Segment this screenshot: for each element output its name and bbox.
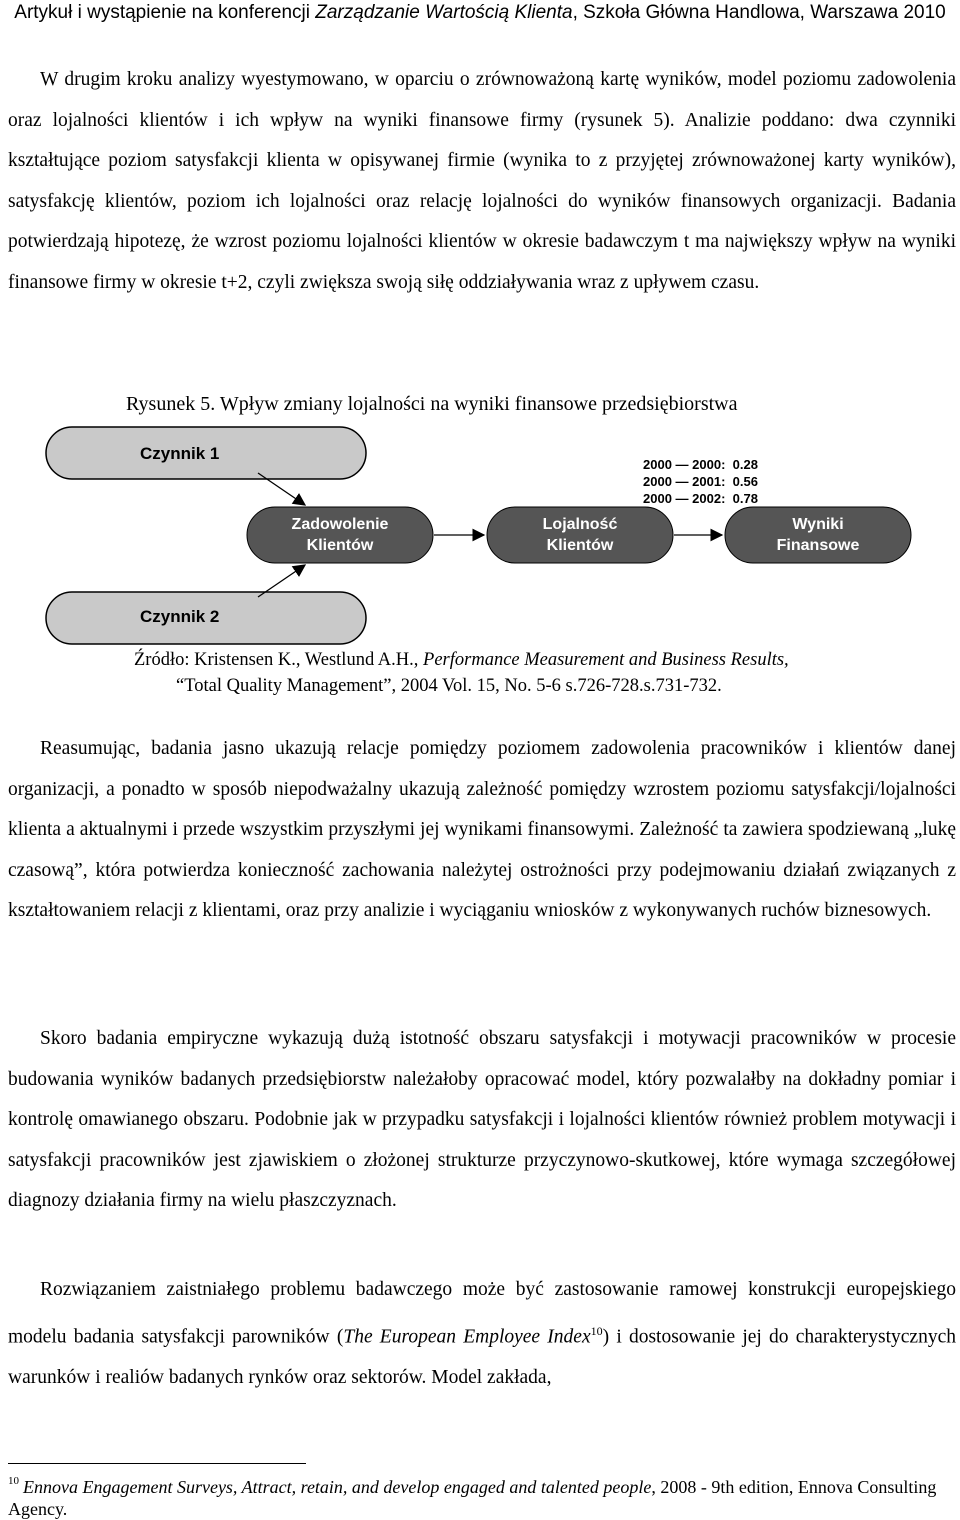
financial-results-label-line1: Wyniki (792, 516, 844, 533)
figure-source-line2: “Total Quality Management”, 2004 Vol. 15, No. 5-6 s.726-728.s.731-732. (176, 676, 722, 696)
loyalty-label-line1: Lojalność (542, 516, 618, 533)
loyalty-diagram (0, 420, 960, 648)
footnote-separator (8, 1463, 306, 1464)
header-suffix: , Szkoła Główna Handlowa, Warszawa 2010 (572, 2, 946, 23)
footnote-rest: , 2008 - 9th edition, Ennova Consulting Agency. (8, 1477, 937, 1519)
source-label: Źródło (134, 650, 185, 670)
source-title: Performance Measurement and Business Results, (423, 650, 789, 670)
factor2-label: Czynnik 2 (140, 607, 220, 626)
coefficient-2002: 2000 — 2002: 0.78 (643, 491, 758, 506)
coefficient-2000: 2000 — 2000: 0.28 (643, 457, 758, 472)
p4-text-before: Rozwiązaniem zaistniałego problemu badawczego może być zastosowanie ramowej konstrukcji europejskiego modelu badania satysfakcji parowników ( (8, 1279, 956, 1348)
footnote-number: 10 (8, 1475, 19, 1487)
financial-results-label-line2: Finansowe (776, 537, 860, 554)
header-conference-name: Zarządzanie Wartością Klienta (315, 2, 573, 23)
paragraph-analysis: W drugim kroku analizy wyestymowano, w oparciu o zrównoważoną kartę wyników, model poziomu zadowolenia oraz lojalności klientów i ich wpływ na wyniki finansowe firmy (rysunek 5). Analizie poddano: dwa czynniki kształtujące poziom satysfakcji klienta w opisywanej firmie (wynika to z przyjętej zrównoważonej karty wyników), satysfakcję klientów, poziom ich lojalności oraz relację lojalności do wyników finansowych organizacji. Badania potwierdzają hipotezę, że wzrost poziomu lojalności klientów w okresie badawczym t ma największy wpływ na wyniki finansowe firmy w okresie t+2, czyli zwiększa swoją siłę oddziaływania wraz z upływem czasu. (8, 69, 956, 293)
paragraph-employee-satisfaction: Skoro badania empiryczne wykazują dużą istotność obszaru satysfakcji i motywacji pracowników w procesie budowania wyników badanych przedsiębiorstw należałoby opracować model, który pozwalałby na dokładny pomiar i kontrolę omawianego obszaru. Podobnie jak w przypadku satysfakcji i lojalności klientów również problem motywacji i satysfakcji pracowników jest zjawiskiem o złożonej strukturze przyczynowo-skutkowej, które wymaga szczegółowej diagnozy działania firmy na wielu płaszczyznach. (8, 1028, 956, 1212)
factor1-label: Czynnik 1 (140, 444, 220, 463)
paragraph-european-index (8, 1270, 956, 1398)
p4-text-after: ) i dostosowanie jej do charakterystycznych warunków i realiów badanych rynków oraz sektorów. Model zakłada, (8, 1326, 956, 1388)
satisfaction-label-line1: Zadowolenie (291, 516, 389, 533)
p4-index-name: The European Employee Index (343, 1326, 591, 1348)
satisfaction-label-line2: Klientów (306, 537, 374, 554)
figure-caption: Rysunek 5. Wpływ zmiany lojalności na wyniki finansowe przedsiębiorstwa (126, 393, 738, 415)
footnote-title: Ennova Engagement Surveys, Attract, retain, and develop engaged and talented people (23, 1477, 652, 1497)
coefficient-2001: 2000 — 2001: 0.56 (643, 474, 758, 489)
footnote-reference[interactable]: 10 (590, 1323, 603, 1338)
loyalty-label-line2: Klientów (546, 537, 614, 554)
header-prefix: Artykuł i wystąpienie na konferencji (14, 2, 316, 23)
footnote-10 (8, 1472, 956, 1520)
source-authors: : Kristensen K., Westlund A.H., (184, 650, 424, 670)
figure-source-line1 (134, 648, 789, 672)
paragraph-summary: Reasumując, badania jasno ukazują relacje pomiędzy poziomem zadowolenia pracowników i klientów danej organizacji, a ponadto w sposób niepodważalny ukazują zależność pomiędzy wzrostem poziomu satysfakcji/lojalności klienta a aktualnymi i przede wszystkim przyszłymi jej wynikami finansowymi. Zależność ta zawiera spodziewaną „lukę czasową”, która potwierdza konieczność zachowania należytej ostrożności przy podejmowaniu działań związanych z kształtowaniem relacji z klientami, oraz przy analizie i wyciąganiu wniosków z wykonywanych ruchów biznesowych. (8, 738, 956, 922)
running-header (0, 2, 960, 24)
